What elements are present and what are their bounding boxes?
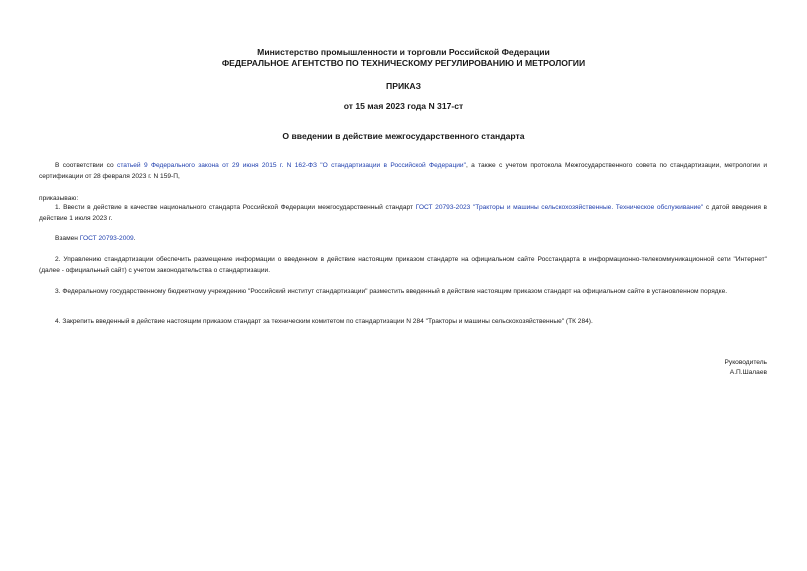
signature-title: Руководитель	[724, 359, 767, 366]
paragraph-item-2: 2. Управлению стандартизации обеспечить размещение информации о введенном в действие настоящим приказом стандарте на официальном сайте Росстандарта в информационно-телекоммуникационной сети "Интернет" (далее - официальный сайт) с учетом законодательства о стандартизации.	[39, 256, 767, 274]
gost-2009-link[interactable]: ГОСТ 20793-2009	[79, 235, 134, 242]
paragraph-replaces	[39, 234, 767, 245]
signature-name: А.П.Шалаев	[729, 369, 767, 376]
document-subject: О введении в действие межгосударственного стандарта	[282, 131, 525, 141]
paragraph-item-3: 3. Федеральному государственному бюджетному учреждению "Российский институт стандартизации" разместить введенный в действие настоящим приказом стандарт на официальном сайте в установленном порядке.	[55, 288, 728, 295]
paragraph-preamble	[39, 161, 767, 182]
paragraph-item-4: 4. Закрепить введенный в действие настоящим приказом стандарт за техническим комитетом по стандартизации N 284 "Тракторы и машины сельскохозяйственные" (ТК 284).	[55, 318, 593, 325]
item-1-text-end: с датой введения в действие 1 июля 2023 г.	[39, 204, 767, 222]
preamble-text-start: В соответствии со	[55, 162, 118, 169]
paragraph-item-1	[39, 203, 767, 224]
document-type: ПРИКАЗ	[386, 81, 421, 91]
order-word: приказываю:	[39, 195, 79, 202]
item-1-text-start: 1. Ввести в действие в качестве национального стандарта Российской Федерации межгосударственный стандарт	[55, 204, 416, 211]
ministry-title: Министерство промышленности и торговли Российской Федерации	[257, 47, 550, 57]
preamble-text-end: , а также с учетом протокола Межгосударственного совета по стандартизации, метрологии и сертификации от 28 февраля 2023 г. N 159-П,	[39, 162, 767, 180]
document-date: от 15 мая 2023 года N 317-ст	[343, 101, 464, 111]
law-article-link[interactable]: статьей 9 Федерального закона от 29 июня 2015 г. N 162-ФЗ "О стандартизации в Российской Федерации"	[117, 162, 466, 169]
agency-title: ФЕДЕРАЛЬНОЕ АГЕНТСТВО ПО ТЕХНИЧЕСКОМУ РЕГУЛИРОВАНИЮ И МЕТРОЛОГИИ	[221, 58, 586, 68]
replaces-text: Взамен	[55, 235, 80, 242]
replaces-text-end: .	[133, 235, 136, 242]
gost-2023-link[interactable]: ГОСТ 20793-2023 "Тракторы и машины сельскохозяйственные. Техническое обслуживание"	[415, 204, 704, 211]
